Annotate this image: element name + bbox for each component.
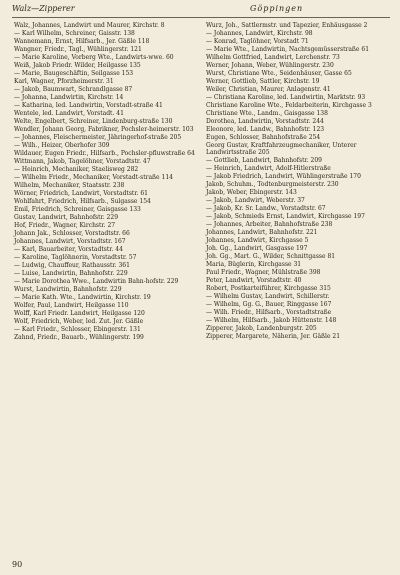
directory-entry: — Heinrich, Mechaniker, Staelisweg 282 xyxy=(14,166,139,173)
directory-entry: Werner, Gottlieb, Sattler, Kirchstr. 19 xyxy=(206,78,320,85)
directory-entry: Werner, Johann, Weber, Wühlingerstr. 230 xyxy=(206,62,334,69)
directory-entry: Wolf, Friedrich, Weber, led. Zut. Jer. Gäßle xyxy=(14,318,144,325)
directory-entry: — Karl Wilhelm, Schreiner, Gaisstr. 138 xyxy=(14,30,135,37)
directory-entry: Weiler, Christian, Maurer, Anlagenstr. 41 xyxy=(206,86,331,93)
directory-entry: Wangner, Friedr., Tagl., Wühlingerstr. 121 xyxy=(14,46,142,53)
directory-entry: Robert, Postkarteiführer, Kirchgasse 315 xyxy=(206,285,331,293)
directory-entry: — Wilhelm Gustav, Landwirt, Schillerstr. xyxy=(206,293,330,301)
directory-entry: — Johanna, Landwirtin, Kirchstr. 14 xyxy=(14,94,124,101)
directory-entry: Jakob, Weber, Ebingerstr. 143 xyxy=(206,189,297,197)
directory-entry: — Wilhelm, Hilfsarb., Jakob Hüttenstr. 148 xyxy=(206,317,337,325)
directory-entry: Eugen, Schlosser, Bahnhofstraße 254 xyxy=(206,134,321,141)
directory-entry: Zahnd, Friedr., Bauarb., Wühlingerstr. 199 xyxy=(14,334,144,341)
directory-entry: Wörner, Friedrich, Landwirt, Vorstadtstr. 61 xyxy=(14,190,148,197)
directory-entry: — Jakob, Kr. Sr. Landw., Vorstadtstr. 67 xyxy=(206,205,326,213)
directory-entry: — Ludwig, Chauffeur, Rathausstr. 361 xyxy=(14,262,130,269)
directory-entry: Eleonore, led. Landw., Bahnhofstr. 123 xyxy=(206,126,325,133)
directory-entry: — Jakob, Schmieds Ernst, Landwirt, Kirchgasse 197 xyxy=(206,213,365,221)
directory-entry: Maria, Büglerin, Kirchgasse 31 xyxy=(206,261,302,269)
directory-entry: Wolff, Karl Friedr. Landwirt, Heilgasse 120 xyxy=(14,310,145,317)
directory-entry: — Gottlieb, Landwirt, Bahnhofstr. 209 xyxy=(206,157,322,165)
directory-entry: Johannes, Landwirt, Kirchgasse 5 xyxy=(206,237,309,245)
directory-entry: Dorothea, Landwirtin, Vorstadtstr. 244 xyxy=(206,118,324,125)
directory-entry: Gustav, Landwirt, Bahnhofstr. 229 xyxy=(14,214,119,221)
directory-entry: Johannes, Landwirt, Bahnhofstr. 221 xyxy=(206,229,318,237)
directory-entry: — Karl Friedr., Schlosser, Ebingerstr. 131 xyxy=(14,326,141,333)
directory-entry: Zipperer, Jakob, Landenburgstr. 205 xyxy=(206,325,317,333)
directory-entry: Wildauer, Eugen Friedr., Hilfsarb., Pochsler-pfluwstraße 64 xyxy=(14,150,195,157)
directory-entry: Christiane Wte., Landm., Gaisgasse 138 xyxy=(206,110,328,117)
directory-entry: — Jakob, Landwirt, Weberstr. 37 xyxy=(206,197,305,205)
directory-entry: Jakob, Schuhm., Todtenburgmeisterstr. 230 xyxy=(206,181,339,189)
directory-entry: — Wilhelm, Gg. G., Bauer, Ringgasse 167 xyxy=(206,301,332,309)
directory-entry: Wannemann, Ernst, Hilfsarb., Jer. Gäßle 118 xyxy=(14,38,150,45)
directory-entry: — Wilh. Friedr., Hilfsarb., Vorstadtstraße xyxy=(206,309,332,317)
directory-entry: — Konrad, Taglöhner, Vorstadt 71 xyxy=(206,38,309,45)
directory-entry: Wittmann, Jakob, Tagelöhner, Vorstadtstr. 47 xyxy=(14,158,151,165)
directory-entry: — Marie Dorothea Wwe., Landwirtin Bahn-hofstr. 229 xyxy=(14,278,179,285)
directory-entry: Wendler, Johann Georg, Fabrikner, Pochsler-heimerstr. 103 xyxy=(14,126,194,133)
directory-entry: Peter, Landwirt, Vorstadtstr. 40 xyxy=(206,277,302,285)
right-column xyxy=(206,22,392,341)
directory-entry: Zipperer, Margarete, Näherin, Jer. Gäßle 21 xyxy=(206,333,341,341)
directory-entry: — Marie, Baugeschäftin, Seilgasse 153 xyxy=(14,70,134,77)
directory-entry: — Johannes, Fleischermeister, Jähringerhof-straße 205 xyxy=(14,134,182,141)
directory-entry: — Jakob Friedrich, Landwirt, Wühlingerstraße 170 xyxy=(206,173,361,181)
left-column xyxy=(14,22,202,342)
directory-entry: Johannes, Landwirt, Vorstadtstr. 167 xyxy=(14,238,126,245)
directory-entry: Wolfer, Paul, Landwirt, Heilgasse 110 xyxy=(14,302,129,309)
directory-entry: — Luise, Landwirtin, Bahnhofstr. 229 xyxy=(14,270,128,277)
header-right: Göppingen xyxy=(250,4,304,13)
page-header xyxy=(12,4,390,18)
directory-entry: — Christiana Karoline, led. Landwirtin, Marktstr. 93 xyxy=(206,94,366,101)
directory-entry: — Karoline, Taglöhnerin, Vorstadtstr. 57 xyxy=(14,254,137,261)
directory-entry: Emil, Friedrich, Schreiner, Gaisgasse 133 xyxy=(14,206,141,213)
directory-entry: — Katharina, led. Landwirtin, Vorstadt-straße 41 xyxy=(14,102,163,109)
directory-entry: Karl, Wagner, Pforzheimerstr. 31 xyxy=(14,78,114,85)
directory-entry: Joh. Gg., Mart. G., Wilder, Schnittgasse 81 xyxy=(206,253,336,261)
directory-entry: Georg Gustav, Kraftfahrzeugmechaniker, Unterer Landwirtsstraße 205 xyxy=(206,142,357,157)
directory-entry: Wurst, Landwirtin, Bahnhofstr. 229 xyxy=(14,286,122,293)
directory-entry: — Wilhelm Friedr., Mechaniker, Vorstadt-straße 114 xyxy=(14,174,173,181)
directory-entry: Christiane Karoline Wte., Feldarbeiterin, Kirchgasse 3 xyxy=(206,102,372,109)
directory-entry: — Wilh., Heizer, Oberhofer 309 xyxy=(14,142,110,149)
directory-entry: Weiß, Jakob Friedr. Wilder, Heilgasse 135 xyxy=(14,62,141,69)
directory-entry: Walz, Johannes, Landwirt und Maurer, Kirchstr. 8 xyxy=(14,22,165,29)
directory-entry: — Johannes, Arbeiter, Bahnhofstraße 238 xyxy=(206,221,333,229)
directory-entry: Wilhelm, Mechaniker, Staatsstr. 238 xyxy=(14,182,125,189)
directory-entry: — Heinrich, Landwirt, Adolf-Hitlerstraße xyxy=(206,165,331,173)
directory-entry: Wohlfahrt, Friedrich, Hilfsarb., Sulgasse 154 xyxy=(14,198,151,205)
directory-entry: Wurst, Christiane Wte., Seidenhäuser, Gasse 65 xyxy=(206,70,352,77)
directory-entry: Wurz, Joh., Sattlermstr. und Tapezier, Enhäusgasse 2 xyxy=(206,22,368,29)
directory-entry: — Jakob, Baumwart, Schrandlgasse 87 xyxy=(14,86,133,93)
directory-entry: — Johannes, Landwirt, Kirchstr. 98 xyxy=(206,30,313,37)
directory-entry: Joh. Gg., Landwirt, Gasgasse 197 xyxy=(206,245,308,253)
directory-entry: — Marie Karoline, Vorberg Wte., Landwirts-wwe. 60 xyxy=(14,54,174,61)
directory-entry: — Karl, Bauarbeiter, Vorstadtstr. 44 xyxy=(14,246,123,253)
directory-entry: Hof, Friedr., Wagner, Kirchstr. 27 xyxy=(14,222,116,229)
header-rule xyxy=(12,17,390,18)
directory-entry: — Marie Wte., Landwirtin, Nachtsgemüsserstraße 61 xyxy=(206,46,370,53)
directory-entry: Johann Jak., Schlosser, Vorstadtstr. 66 xyxy=(14,230,130,237)
directory-entry: Wilhelm Gottfried, Landwirt, Lerchenstr. 73 xyxy=(206,54,340,61)
page-number: 90 xyxy=(12,560,23,569)
directory-entry: Welte, Engelbert, Schreiner, Lindenburg-straße 130 xyxy=(14,118,173,125)
directory-entry: Paul Friedr., Wagner, Mühlstraße 398 xyxy=(206,269,321,277)
header-left: Walz—Zipperer xyxy=(12,4,75,13)
directory-entry: — Marie Kath. Wte., Landwirtin, Kirchstr. 19 xyxy=(14,294,151,301)
directory-entry: Wentele, led. Landwirt, Vorstadt. 41 xyxy=(14,110,124,117)
